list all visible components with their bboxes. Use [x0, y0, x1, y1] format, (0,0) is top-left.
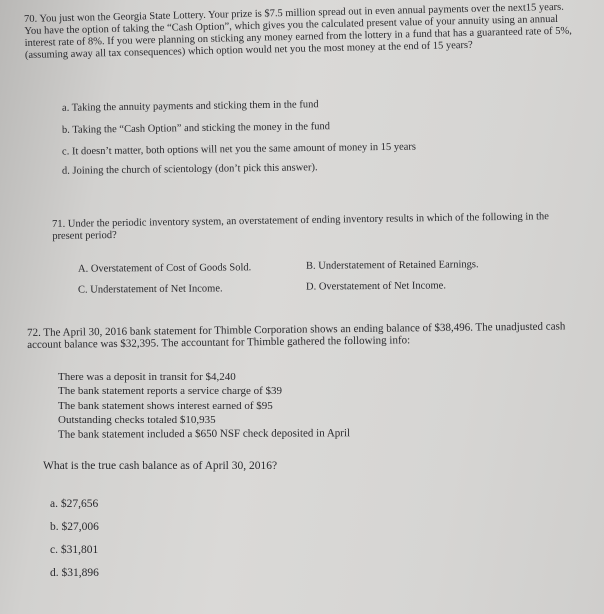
- q72-info-deposit-in-transit: There was a deposit in transit for $4,240: [58, 371, 236, 383]
- q72-option-a: a. $27,656: [50, 498, 99, 510]
- q72-option-d: d. $31,896: [50, 567, 99, 579]
- question-71-text: 71. Under the periodic inventory system, an overstatement of ending inventory results in which of the following in the present period?: [52, 211, 550, 242]
- q70-option-a: a. Taking the annuity payments and sticking them in the fund: [61, 99, 319, 114]
- q72-question: What is the true cash balance as of April 30, 2016?: [43, 460, 278, 472]
- q72-info-interest-earned: The bank statement shows interest earned of $95: [58, 400, 273, 412]
- q70-option-b: b. Taking the “Cash Option” and sticking the money in the fund: [61, 121, 331, 136]
- q71-option-b: B. Understatement of Retained Earnings.: [305, 259, 479, 272]
- q72-option-c: c. $31,801: [50, 544, 99, 556]
- q72-info-service-charge: The bank statement reports a service charge of $39: [58, 385, 282, 397]
- q70-option-c: c. It doesn’t matter, both options will net you the same amount of money in 15 years: [61, 141, 417, 158]
- q72-option-b: b. $27,006: [50, 521, 99, 533]
- question-70-text: 70. You just won the Georgia State Lottery. Your prize is $7.5 million spread out in even annual payments over the next15 years. You have the option of taking the “Cash Option”, which gives you the calculated present value of your annuity using an annual interest rate of 8%. If you were planning on sticking any money earned from the lottery in a fund that has a guaranteed rate of 5%, (assuming away all tax consequences) which option would net you the most money at the end of 15 years?: [24, 1, 572, 61]
- q71-option-a: A. Overstatement of Cost of Goods Sold.: [77, 262, 252, 275]
- q72-info-nsf-check: The bank statement included a $650 NSF check deposited in April: [57, 427, 351, 441]
- q71-option-d: D. Overstatement of Net Income.: [305, 280, 446, 293]
- q71-option-c: C. Understatement of Net Income.: [77, 283, 223, 296]
- q70-option-d: d. Joining the church of scientology (don’t pick this answer).: [61, 162, 318, 177]
- question-72-text: 72. The April 30, 2016 bank statement for Thimble Corporation shows an ending balance of $38,496. The unadjusted cash account balance was $32,395. The accountant for Thimble gathered the following info:: [27, 320, 566, 351]
- q72-info-outstanding-checks: Outstanding checks totaled $10,935: [58, 414, 216, 426]
